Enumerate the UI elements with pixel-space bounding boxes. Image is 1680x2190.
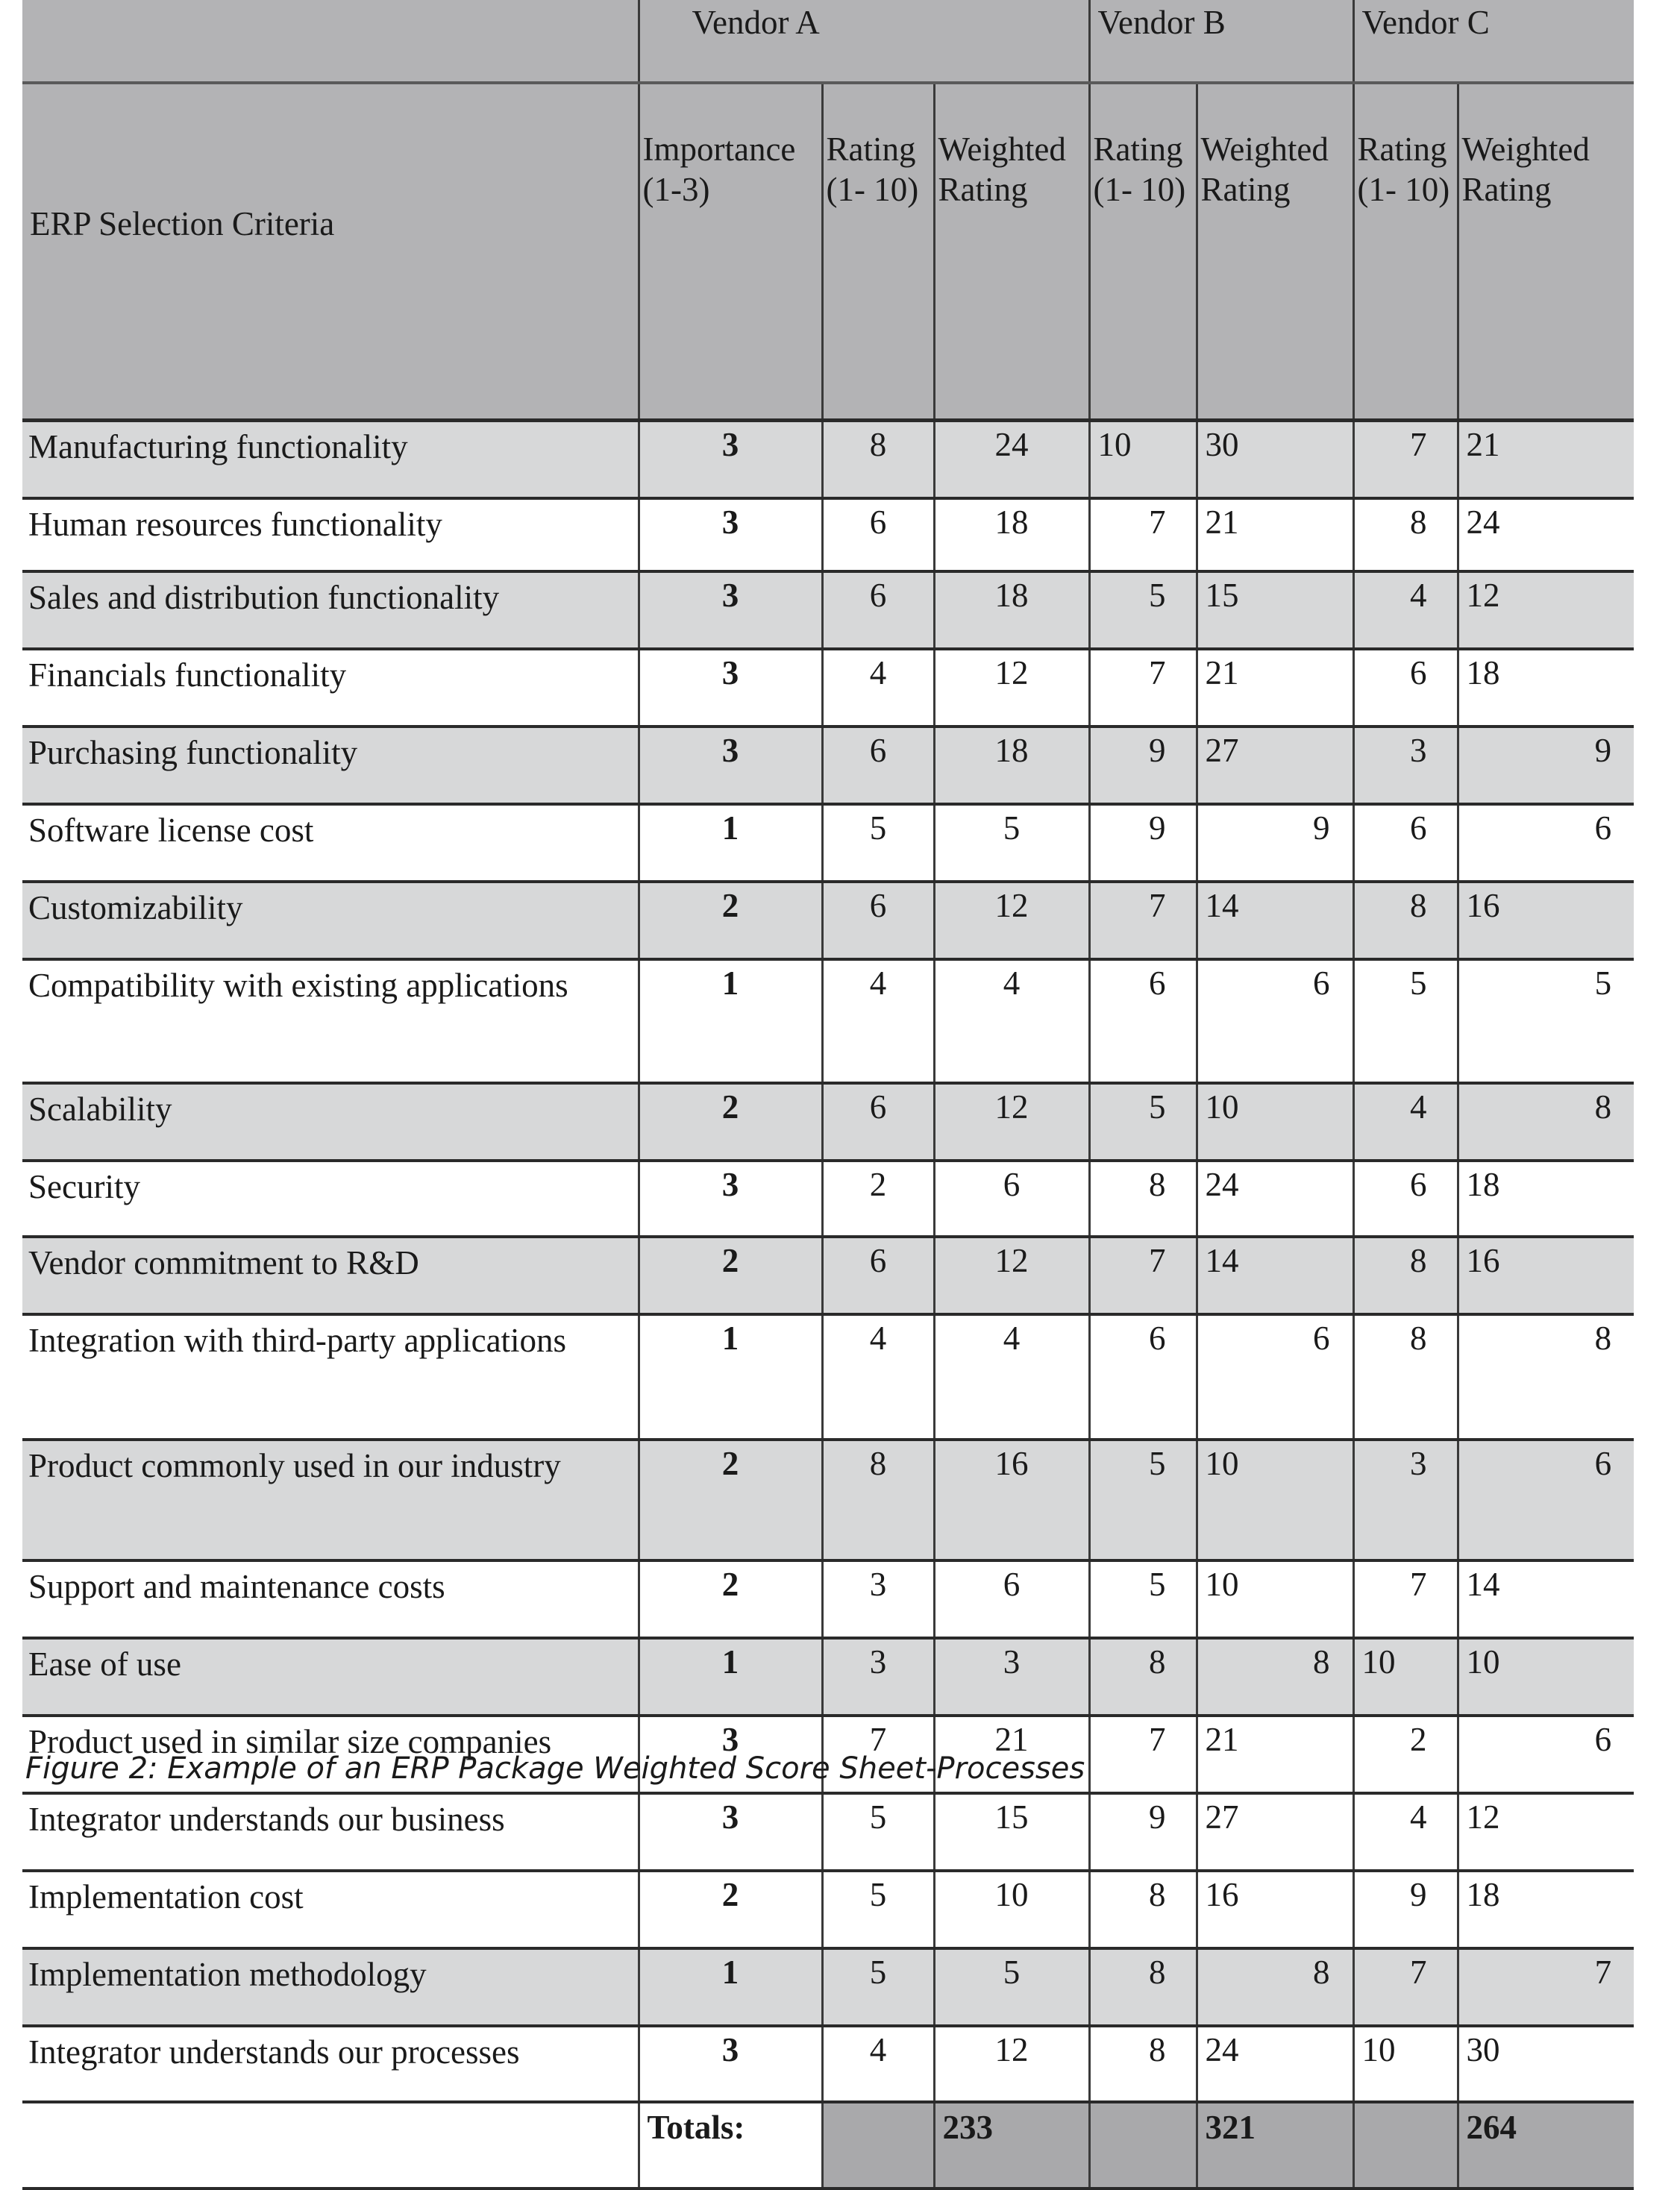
vendor-c-rating-cell: 5	[1353, 959, 1458, 1083]
vendor-a-rating-cell: 6	[822, 571, 934, 649]
criterion-cell: Vendor commitment to R&D	[22, 1237, 639, 1314]
totals-row	[22, 2102, 1634, 2189]
importance-cell: 3	[639, 421, 822, 498]
criterion-cell: Integrator understands our processes	[22, 2026, 639, 2102]
vendor-b-rating-cell: 6	[1089, 1314, 1197, 1440]
vendor-b-rating-cell: 9	[1089, 804, 1197, 882]
vendor-a-rating-cell: 5	[822, 804, 934, 882]
totals-gray-cell	[1089, 2102, 1197, 2189]
vendor-a-rating-cell: 4	[822, 1314, 934, 1440]
vendor-b-weighted-cell: 21	[1197, 498, 1353, 571]
importance-cell: 2	[639, 1440, 822, 1560]
table-row	[22, 1237, 1634, 1314]
vendor-b-rating-cell: 5	[1089, 1083, 1197, 1161]
importance-cell: 3	[639, 2026, 822, 2102]
vendor-a-rating-cell: 5	[822, 1871, 934, 1948]
vendor-c-rating-cell: 9	[1353, 1871, 1458, 1948]
importance-cell: 1	[639, 959, 822, 1083]
criterion-cell: Financials functionality	[22, 649, 639, 727]
vendor-a-rating-cell: 6	[822, 727, 934, 804]
table-row	[22, 1314, 1634, 1440]
vendor-a-weighted-cell: 12	[934, 1237, 1089, 1314]
totals-gray-cell	[1353, 2102, 1458, 2189]
vendor-a-weighted-cell: 5	[934, 1948, 1089, 2026]
vendor-a-weighted-cell: 15	[934, 1793, 1089, 1871]
vendor-c-weighted-cell: 21	[1458, 421, 1634, 498]
criterion-cell: Software license cost	[22, 804, 639, 882]
vendor-a-rating-cell: 3	[822, 1638, 934, 1716]
criterion-cell: Integration with third-party applications	[22, 1314, 639, 1440]
vendor-a-weighted-cell: 12	[934, 882, 1089, 959]
vendor-b-weighted-cell: 8	[1197, 1638, 1353, 1716]
vendor-c-total: 264	[1458, 2102, 1634, 2189]
importance-cell: 1	[639, 1948, 822, 2026]
vendor-a-rating-cell: 2	[822, 1161, 934, 1237]
vendor-b-weighted-cell: 14	[1197, 882, 1353, 959]
vendor-b-rating-header: Rating (1- 10)	[1089, 83, 1197, 421]
vendor-a-weighted-cell: 6	[934, 1560, 1089, 1638]
table-row	[22, 959, 1634, 1083]
vendor-c-weighted-cell: 18	[1458, 1871, 1634, 1948]
importance-cell: 2	[639, 1871, 822, 1948]
vendor-b-weighted-header: Weighted Rating	[1197, 83, 1353, 421]
criterion-cell: Implementation cost	[22, 1871, 639, 1948]
totals-gray-cell	[822, 2102, 934, 2189]
importance-cell: 3	[639, 1716, 822, 1793]
criterion-cell: Customizability	[22, 882, 639, 959]
vendor-c-weighted-cell: 12	[1458, 1793, 1634, 1871]
table-row	[22, 1560, 1634, 1638]
vendor-a-rating-cell: 8	[822, 421, 934, 498]
vendor-b-weighted-cell: 8	[1197, 1948, 1353, 2026]
vendor-b-rating-cell: 9	[1089, 727, 1197, 804]
importance-cell: 2	[639, 1237, 822, 1314]
erp-weighted-score-table	[22, 0, 1634, 2190]
vendor-c-rating-cell: 6	[1353, 1161, 1458, 1237]
empty-corner-cell	[22, 0, 639, 83]
vendor-c-weighted-cell: 8	[1458, 1083, 1634, 1161]
vendor-a-weighted-header: Weighted Rating	[934, 83, 1089, 421]
vendor-c-rating-cell: 8	[1353, 1237, 1458, 1314]
vendor-b-header: Vendor B	[1089, 0, 1353, 83]
importance-cell: 2	[639, 882, 822, 959]
importance-cell: 3	[639, 1161, 822, 1237]
importance-cell: 3	[639, 571, 822, 649]
vendor-c-rating-cell: 7	[1353, 1948, 1458, 2026]
vendor-c-weighted-cell: 6	[1458, 1440, 1634, 1560]
vendor-a-weighted-cell: 16	[934, 1440, 1089, 1560]
vendor-a-rating-cell: 6	[822, 882, 934, 959]
vendor-c-weighted-cell: 24	[1458, 498, 1634, 571]
vendor-b-weighted-cell: 10	[1197, 1083, 1353, 1161]
vendor-a-weighted-cell: 3	[934, 1638, 1089, 1716]
vendor-b-rating-cell: 5	[1089, 1440, 1197, 1560]
vendor-c-rating-cell: 4	[1353, 1083, 1458, 1161]
vendor-b-rating-cell: 8	[1089, 2026, 1197, 2102]
vendor-a-rating-cell: 7	[822, 1716, 934, 1793]
vendor-b-weighted-cell: 10	[1197, 1440, 1353, 1560]
vendor-c-rating-cell: 2	[1353, 1716, 1458, 1793]
vendor-c-rating-cell: 8	[1353, 882, 1458, 959]
vendor-a-rating-cell: 4	[822, 2026, 934, 2102]
vendor-a-weighted-cell: 10	[934, 1871, 1089, 1948]
vendor-c-rating-cell: 7	[1353, 1560, 1458, 1638]
vendor-a-header: Vendor A	[639, 0, 1089, 83]
vendor-header-row	[22, 0, 1634, 83]
vendor-c-rating-cell: 7	[1353, 421, 1458, 498]
vendor-c-rating-cell: 4	[1353, 1793, 1458, 1871]
vendor-b-rating-cell: 7	[1089, 882, 1197, 959]
totals-blank-cell	[22, 2102, 639, 2189]
importance-cell: 1	[639, 804, 822, 882]
importance-cell: 1	[639, 1314, 822, 1440]
vendor-c-rating-cell: 8	[1353, 498, 1458, 571]
vendor-a-rating-cell: 6	[822, 498, 934, 571]
vendor-a-rating-cell: 5	[822, 1948, 934, 2026]
vendor-a-rating-cell: 4	[822, 959, 934, 1083]
table-row	[22, 571, 1634, 649]
vendor-c-rating-cell: 10	[1353, 2026, 1458, 2102]
vendor-b-weighted-cell: 27	[1197, 1793, 1353, 1871]
vendor-b-rating-cell: 5	[1089, 1560, 1197, 1638]
vendor-c-rating-cell: 3	[1353, 727, 1458, 804]
table-row	[22, 649, 1634, 727]
table-row	[22, 1793, 1634, 1871]
vendor-a-weighted-cell: 21	[934, 1716, 1089, 1793]
vendor-b-weighted-cell: 27	[1197, 727, 1353, 804]
vendor-b-weighted-cell: 6	[1197, 959, 1353, 1083]
vendor-b-weighted-cell: 10	[1197, 1560, 1353, 1638]
vendor-a-rating-cell: 3	[822, 1560, 934, 1638]
vendor-c-weighted-cell: 5	[1458, 959, 1634, 1083]
vendor-a-total: 233	[934, 2102, 1089, 2189]
vendor-b-rating-cell: 7	[1089, 498, 1197, 571]
table-row	[22, 727, 1634, 804]
vendor-c-header: Vendor C	[1353, 0, 1634, 83]
vendor-b-weighted-cell: 6	[1197, 1314, 1353, 1440]
vendor-c-weighted-cell: 18	[1458, 1161, 1634, 1237]
vendor-b-rating-cell: 6	[1089, 959, 1197, 1083]
vendor-c-rating-cell: 6	[1353, 804, 1458, 882]
vendor-a-weighted-cell: 18	[934, 498, 1089, 571]
vendor-a-weighted-cell: 4	[934, 959, 1089, 1083]
importance-column-header: Importance (1-3)	[639, 83, 822, 421]
vendor-c-rating-header: Rating (1- 10)	[1353, 83, 1458, 421]
vendor-c-rating-cell: 3	[1353, 1440, 1458, 1560]
vendor-b-rating-cell: 8	[1089, 1871, 1197, 1948]
vendor-a-weighted-cell: 6	[934, 1161, 1089, 1237]
vendor-c-weighted-cell: 16	[1458, 882, 1634, 959]
table-row	[22, 1083, 1634, 1161]
vendor-b-weighted-cell: 14	[1197, 1237, 1353, 1314]
vendor-b-rating-cell: 7	[1089, 1237, 1197, 1314]
importance-cell: 3	[639, 727, 822, 804]
vendor-a-weighted-cell: 24	[934, 421, 1089, 498]
vendor-c-weighted-cell: 7	[1458, 1948, 1634, 2026]
vendor-c-rating-cell: 4	[1353, 571, 1458, 649]
table-row	[22, 421, 1634, 498]
table-row	[22, 882, 1634, 959]
criterion-cell: Scalability	[22, 1083, 639, 1161]
vendor-c-weighted-cell: 16	[1458, 1237, 1634, 1314]
vendor-b-rating-cell: 8	[1089, 1948, 1197, 2026]
criterion-cell: Compatibility with existing applications	[22, 959, 639, 1083]
criterion-cell: Purchasing functionality	[22, 727, 639, 804]
vendor-b-weighted-cell: 9	[1197, 804, 1353, 882]
vendor-a-weighted-cell: 5	[934, 804, 1089, 882]
table-row	[22, 1440, 1634, 1560]
table-row	[22, 2026, 1634, 2102]
vendor-b-weighted-cell: 24	[1197, 1161, 1353, 1237]
vendor-a-rating-cell: 6	[822, 1083, 934, 1161]
vendor-c-weighted-cell: 10	[1458, 1638, 1634, 1716]
vendor-a-weighted-cell: 12	[934, 649, 1089, 727]
importance-cell: 3	[639, 649, 822, 727]
table-row	[22, 498, 1634, 571]
vendor-c-weighted-cell: 6	[1458, 804, 1634, 882]
vendor-a-weighted-cell: 12	[934, 1083, 1089, 1161]
criteria-column-header: ERP Selection Criteria	[22, 83, 639, 421]
figure-caption: Figure 2: Example of an ERP Package Weighted Score Sheet-Processes	[25, 1751, 1085, 1786]
vendor-c-weighted-cell: 9	[1458, 727, 1634, 804]
vendor-c-rating-cell: 8	[1353, 1314, 1458, 1440]
vendor-a-weighted-cell: 12	[934, 2026, 1089, 2102]
vendor-c-weighted-header: Weighted Rating	[1458, 83, 1634, 421]
vendor-a-rating-cell: 5	[822, 1793, 934, 1871]
vendor-a-rating-header: Rating (1- 10)	[822, 83, 934, 421]
vendor-b-weighted-cell: 15	[1197, 571, 1353, 649]
criteria-rows	[22, 421, 1634, 2102]
criterion-cell: Product used in similar size companies	[22, 1716, 639, 1793]
vendor-b-rating-cell: 7	[1089, 1716, 1197, 1793]
vendor-b-rating-cell: 5	[1089, 571, 1197, 649]
vendor-c-weighted-cell: 12	[1458, 571, 1634, 649]
importance-cell: 2	[639, 1560, 822, 1638]
criterion-cell: Implementation methodology	[22, 1948, 639, 2026]
vendor-b-rating-cell: 7	[1089, 649, 1197, 727]
criterion-cell: Support and maintenance costs	[22, 1560, 639, 1638]
table-row	[22, 804, 1634, 882]
vendor-b-total: 321	[1197, 2102, 1353, 2189]
vendor-b-weighted-cell: 21	[1197, 649, 1353, 727]
vendor-a-weighted-cell: 18	[934, 727, 1089, 804]
vendor-a-rating-cell: 8	[822, 1440, 934, 1560]
vendor-b-rating-cell: 9	[1089, 1793, 1197, 1871]
vendor-b-weighted-cell: 16	[1197, 1871, 1353, 1948]
totals-label: Totals:	[639, 2102, 822, 2189]
vendor-b-rating-cell: 10	[1089, 421, 1197, 498]
criterion-cell: Ease of use	[22, 1638, 639, 1716]
vendor-c-rating-cell: 6	[1353, 649, 1458, 727]
vendor-b-rating-cell: 8	[1089, 1638, 1197, 1716]
vendor-b-weighted-cell: 24	[1197, 2026, 1353, 2102]
importance-cell: 3	[639, 498, 822, 571]
vendor-c-weighted-cell: 8	[1458, 1314, 1634, 1440]
vendor-a-weighted-cell: 4	[934, 1314, 1089, 1440]
vendor-b-rating-cell: 8	[1089, 1161, 1197, 1237]
criterion-cell: Human resources functionality	[22, 498, 639, 571]
vendor-c-weighted-cell: 14	[1458, 1560, 1634, 1638]
column-header-row	[22, 83, 1634, 421]
criterion-cell: Integrator understands our business	[22, 1793, 639, 1871]
vendor-c-weighted-cell: 30	[1458, 2026, 1634, 2102]
vendor-a-rating-cell: 4	[822, 649, 934, 727]
vendor-c-rating-cell: 10	[1353, 1638, 1458, 1716]
table-row	[22, 1161, 1634, 1237]
criterion-cell: Security	[22, 1161, 639, 1237]
criterion-cell: Manufacturing functionality	[22, 421, 639, 498]
vendor-b-weighted-cell: 21	[1197, 1716, 1353, 1793]
table-row	[22, 1948, 1634, 2026]
table-row	[22, 1871, 1634, 1948]
importance-cell: 2	[639, 1083, 822, 1161]
vendor-b-weighted-cell: 30	[1197, 421, 1353, 498]
criterion-cell: Product commonly used in our industry	[22, 1440, 639, 1560]
importance-cell: 3	[639, 1793, 822, 1871]
criterion-cell: Sales and distribution functionality	[22, 571, 639, 649]
vendor-c-weighted-cell: 18	[1458, 649, 1634, 727]
vendor-a-weighted-cell: 18	[934, 571, 1089, 649]
vendor-c-weighted-cell: 6	[1458, 1716, 1634, 1793]
importance-cell: 1	[639, 1638, 822, 1716]
vendor-a-rating-cell: 6	[822, 1237, 934, 1314]
table-row	[22, 1638, 1634, 1716]
